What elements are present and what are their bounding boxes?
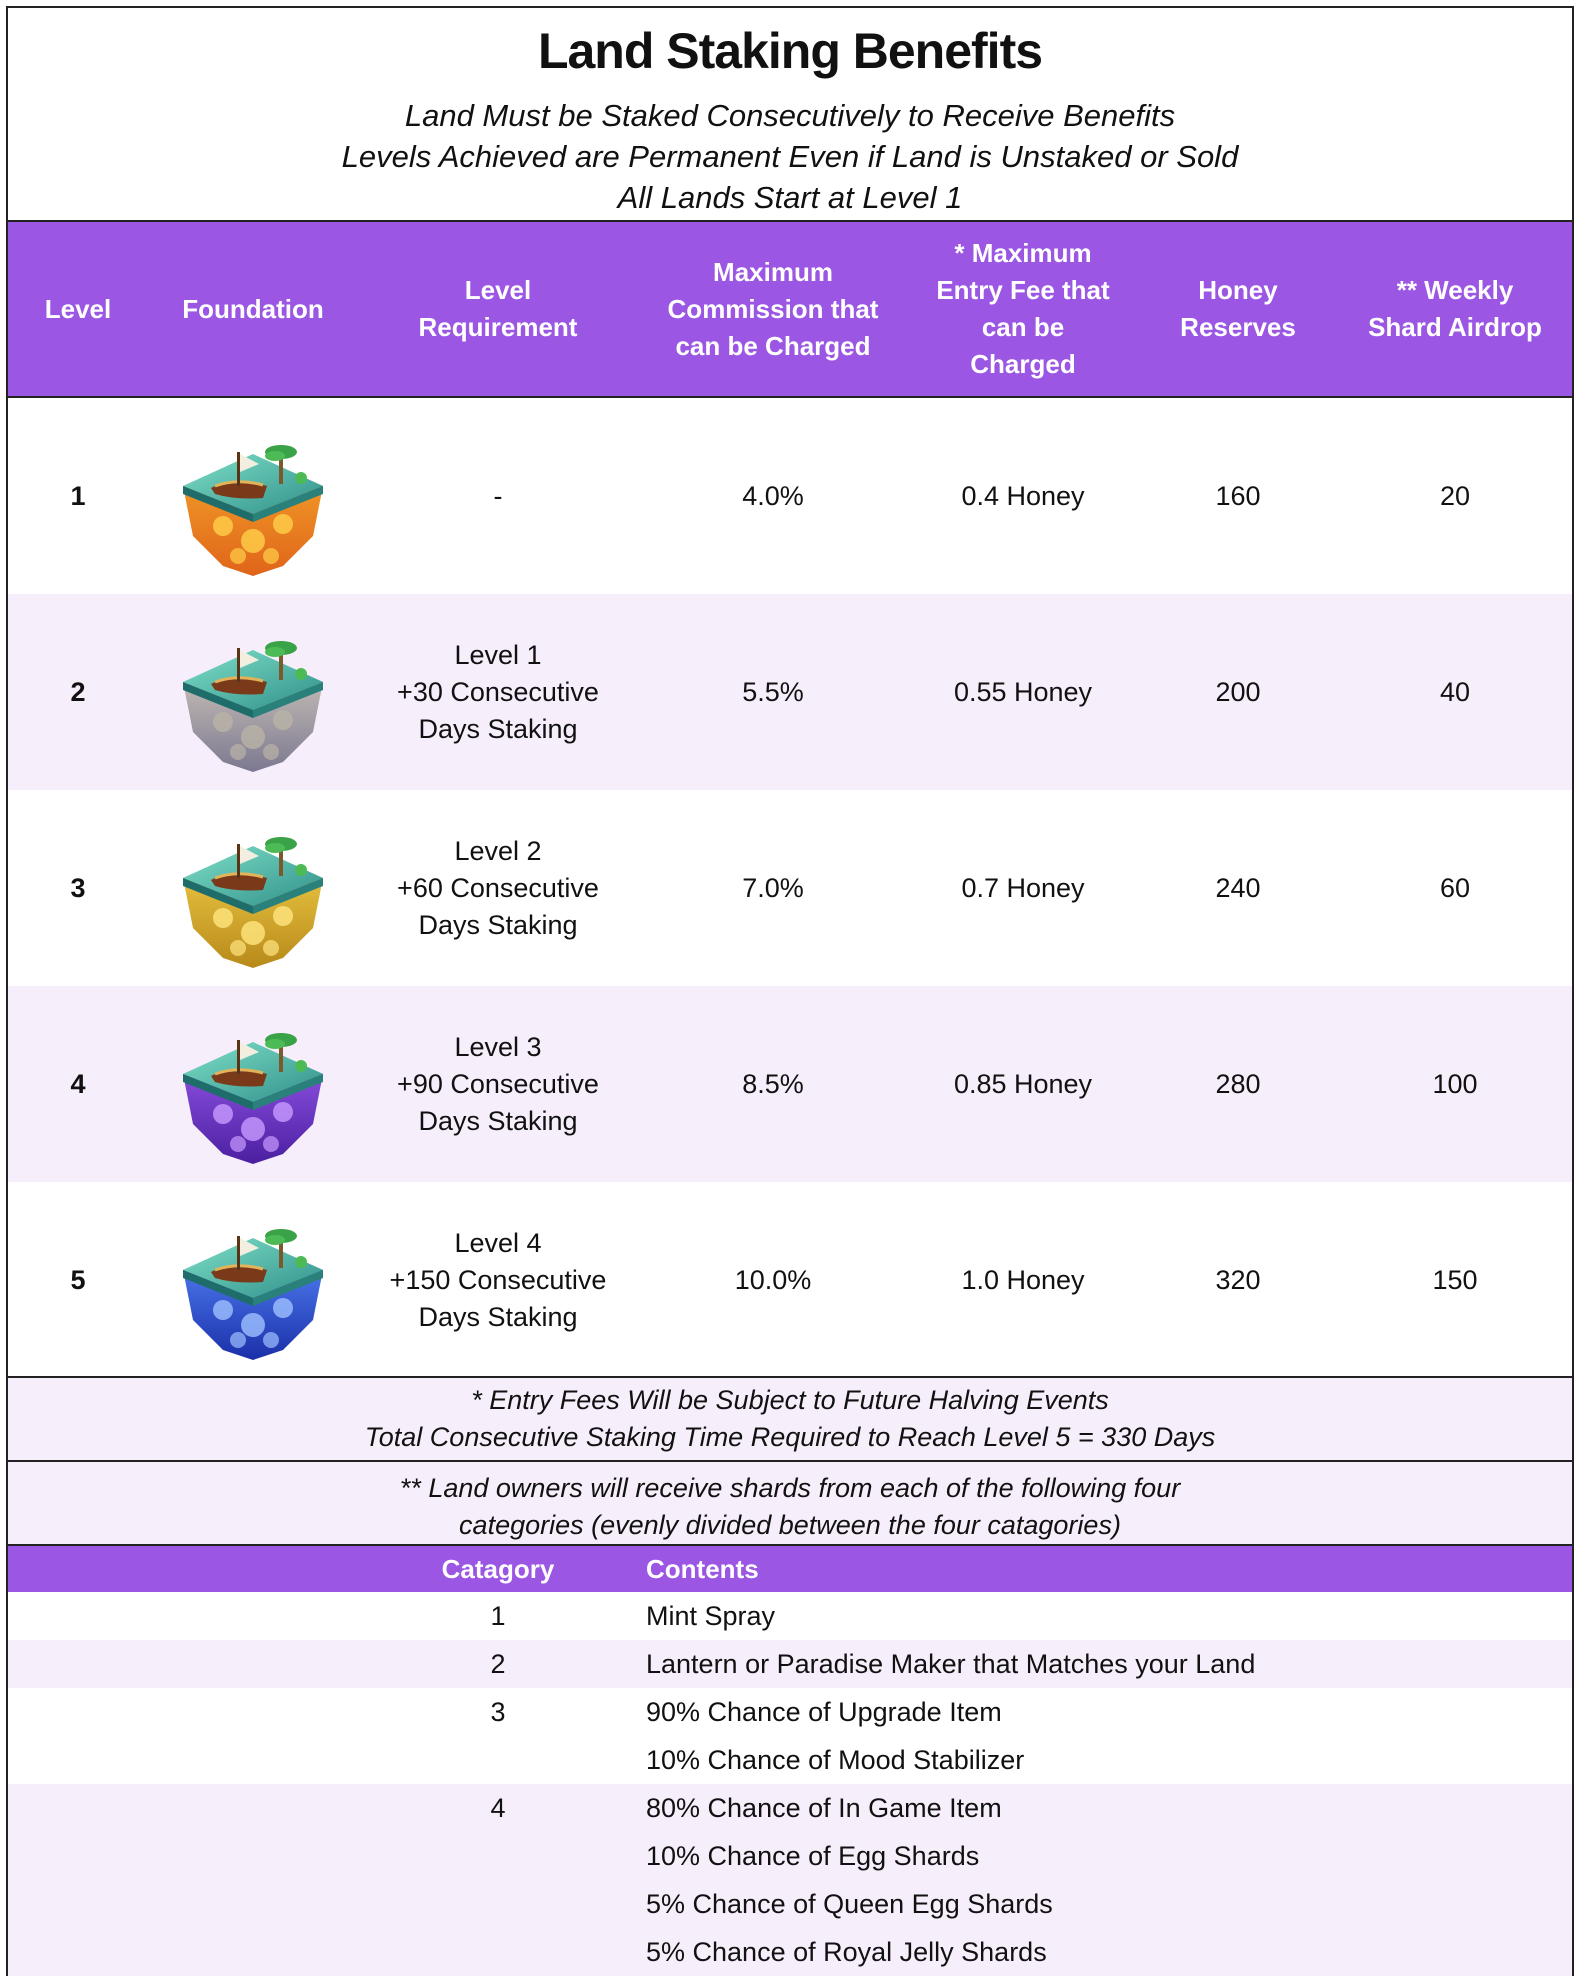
requirement-line: +30 Consecutive	[397, 676, 599, 707]
category-row	[8, 1736, 1572, 1784]
shard-airdrop-value: 100	[1432, 1068, 1478, 1099]
category-contents: Mint Spray	[646, 1601, 776, 1631]
commission-value: 8.5%	[742, 1068, 804, 1099]
page-title: Land Staking Benefits	[537, 23, 1043, 79]
category-number	[398, 1928, 598, 1976]
level-value: 1	[70, 480, 86, 511]
col-header-commission: Maximum Commission that can be Charged	[667, 256, 879, 361]
commission-value: 4.0%	[742, 480, 804, 511]
shard-airdrop-value: 60	[1439, 872, 1471, 903]
island-illustration	[163, 406, 343, 586]
shard-airdrop-value: 40	[1439, 676, 1471, 707]
shard-airdrop-value: 150	[1432, 1264, 1478, 1295]
category-number: 3	[490, 1697, 506, 1727]
col-header-category: Catagory	[441, 1554, 555, 1584]
requirement-line: Days Staking	[418, 909, 578, 940]
col-header-contents: Contents	[646, 1554, 759, 1584]
requirement-line: +60 Consecutive	[397, 872, 599, 903]
requirement-line: Days Staking	[418, 1105, 578, 1136]
category-row	[8, 1592, 1572, 1640]
category-contents: 10% Chance of Egg Shards	[646, 1841, 980, 1871]
honey-reserves-value: 320	[1215, 1264, 1261, 1295]
category-contents: 80% Chance of In Game Item	[646, 1793, 1002, 1823]
entry-fee-value: 0.85 Honey	[953, 1068, 1093, 1099]
table-row	[8, 398, 1572, 594]
category-number	[398, 1832, 598, 1880]
honey-reserves-value: 200	[1215, 676, 1261, 707]
table-row	[8, 594, 1572, 790]
commission-value: 10.0%	[734, 1264, 812, 1295]
table-row	[8, 1182, 1572, 1378]
category-row	[8, 1784, 1572, 1832]
table-row	[8, 790, 1572, 986]
col-header-requirement: Level Requirement	[418, 275, 578, 342]
level-value: 5	[70, 1264, 86, 1295]
foundation-image	[148, 1182, 358, 1378]
category-row	[8, 1928, 1572, 1976]
shard-note-line-2: categories (evenly divided between the four catagories)	[459, 1510, 1121, 1540]
level-requirement	[358, 790, 638, 986]
level-requirement	[358, 986, 638, 1182]
level-requirement	[358, 398, 638, 594]
category-contents: 90% Chance of Upgrade Item	[646, 1697, 1002, 1727]
category-row	[8, 1640, 1572, 1688]
island-illustration	[163, 602, 343, 782]
category-contents: 5% Chance of Queen Egg Shards	[646, 1889, 1053, 1919]
honey-reserves-value: 160	[1215, 480, 1261, 511]
col-header-level: Level	[44, 293, 112, 324]
category-row	[8, 1880, 1572, 1928]
category-contents: 5% Chance of Royal Jelly Shards	[646, 1937, 1047, 1967]
benefits-sheet	[6, 6, 1574, 1976]
entry-fee-value: 0.4 Honey	[961, 480, 1085, 511]
subtitle-staking-rule: Land Must be Staked Consecutively to Receive Benefits	[404, 98, 1176, 133]
commission-value: 5.5%	[742, 676, 804, 707]
col-header-shard: ** Weekly Shard Airdrop	[1368, 275, 1542, 342]
requirement-line: Days Staking	[418, 1301, 578, 1332]
requirement-line: Level 1	[454, 639, 542, 670]
level-value: 4	[70, 1068, 86, 1099]
category-number	[398, 1736, 598, 1784]
entry-fee-value: 0.55 Honey	[953, 676, 1093, 707]
foundation-image	[148, 398, 358, 594]
category-row	[8, 1688, 1572, 1736]
shard-airdrop-value: 20	[1439, 480, 1471, 511]
col-header-foundation: Foundation	[182, 293, 324, 324]
level-requirement	[358, 594, 638, 790]
commission-value: 7.0%	[742, 872, 804, 903]
category-number: 4	[490, 1793, 506, 1823]
requirement-line: +90 Consecutive	[397, 1068, 599, 1099]
island-illustration	[163, 1190, 343, 1370]
category-number: 1	[490, 1601, 506, 1631]
honey-reserves-value: 240	[1215, 872, 1261, 903]
entry-fee-note	[8, 1376, 1572, 1462]
honey-reserves-value: 280	[1215, 1068, 1261, 1099]
level-value: 2	[70, 676, 86, 707]
category-contents: 10% Chance of Mood Stabilizer	[646, 1745, 1025, 1775]
category-number: 2	[490, 1649, 506, 1679]
subtitle-permanence: Levels Achieved are Permanent Even if Land is Unstaked or Sold	[341, 139, 1239, 174]
category-number	[398, 1880, 598, 1928]
shard-note	[8, 1462, 1572, 1546]
category-table-header	[8, 1546, 1572, 1592]
col-header-entry-fee: * Maximum Entry Fee that can be Charged	[936, 238, 1110, 379]
entry-fee-value: 1.0 Honey	[961, 1264, 1085, 1295]
foundation-image	[148, 594, 358, 790]
requirement-line: Level 2	[454, 835, 542, 866]
foundation-image	[148, 790, 358, 986]
entry-fee-value: 0.7 Honey	[961, 872, 1085, 903]
requirement-line: Level 4	[454, 1227, 542, 1258]
requirement-line: +150 Consecutive	[389, 1264, 607, 1295]
subtitle-start-level: All Lands Start at Level 1	[617, 180, 963, 215]
table-row	[8, 986, 1572, 1182]
level-value: 3	[70, 872, 86, 903]
level-requirement	[358, 1182, 638, 1378]
island-illustration	[163, 798, 343, 978]
requirement-line: Level 3	[454, 1031, 542, 1062]
col-header-honey: Honey Reserves	[1180, 275, 1296, 342]
requirement-line: Days Staking	[418, 713, 578, 744]
foundation-image	[148, 986, 358, 1182]
category-row	[8, 1832, 1572, 1880]
island-illustration	[163, 994, 343, 1174]
requirement-line: -	[493, 480, 503, 511]
sheet-header	[8, 8, 1572, 222]
shard-note-line-1: ** Land owners will receive shards from each of the following four	[399, 1473, 1181, 1503]
entry-fee-note-line-1: * Entry Fees Will be Subject to Future Halving Events	[471, 1385, 1109, 1415]
category-contents: Lantern or Paradise Maker that Matches your Land	[646, 1649, 1256, 1679]
table-header	[8, 222, 1572, 398]
entry-fee-note-line-2: Total Consecutive Staking Time Required to Reach Level 5 = 330 Days	[364, 1422, 1216, 1452]
